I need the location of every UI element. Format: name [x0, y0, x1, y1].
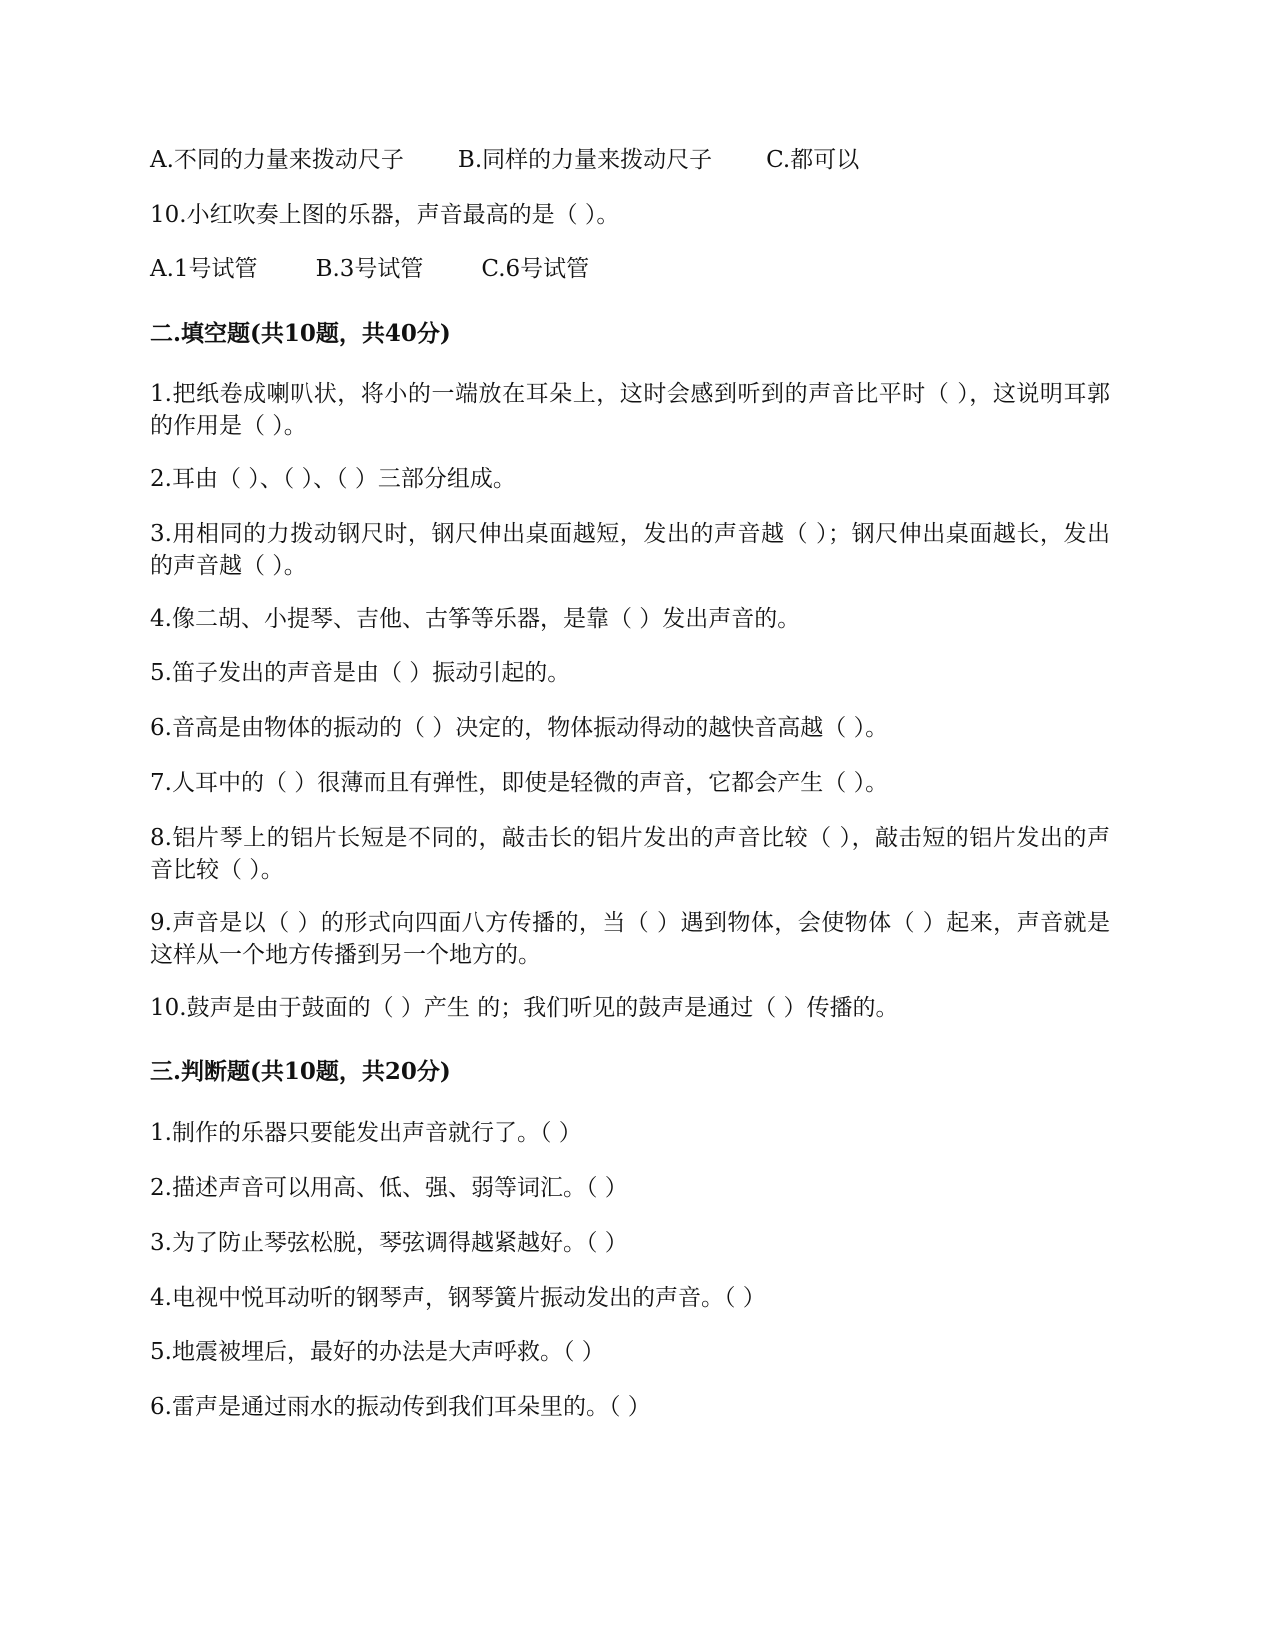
q10-option-a: A.1号试管: [150, 256, 258, 282]
fill-question-1: 1.把纸卷成喇叭状，将小的一端放在耳朵上，这时会感到听到的声音比平时（ ），这说明耳郭的作用是（ ）。: [150, 381, 1110, 439]
fill-question-5: 5.笛子发出的声音是由（ ）振动引起的。: [150, 660, 571, 686]
judge-question-4: 4.电视中悦耳动听的钢琴声，钢琴簧片振动发出的声音。（ ）: [150, 1285, 766, 1311]
fill-question-3: 3.用相同的力拨动钢尺时，钢尺伸出桌面越短，发出的声音越（ ）；钢尺伸出桌面越长，发出的声音越（ ）。: [150, 521, 1110, 579]
q9-option-a: A.不同的力量来拨动尺子: [150, 147, 404, 173]
judge-question-3: 3.为了防止琴弦松脱，琴弦调得越紧越好。（ ）: [150, 1230, 628, 1256]
q10-option-b: B.3号试管: [315, 256, 424, 282]
q10-options-row: [150, 253, 1110, 285]
judge-question-2: 2.描述声音可以用高、低、强、弱等词汇。（ ）: [150, 1175, 628, 1201]
fill-question-4: 4.像二胡、小提琴、吉他、古筝等乐器，是靠（ ）发出声音的。: [150, 606, 801, 632]
fill-question-9: 9.声音是以（ ）的形式向四面八方传播的，当（ ）遇到物体，会使物体（ ）起来，声音就是这样从一个地方传播到另一个地方的。: [150, 910, 1110, 968]
q10-option-c: C.6号试管: [481, 256, 590, 282]
q10-question: 10.小红吹奏上图的乐器，声音最高的是（ ）。: [150, 202, 620, 228]
judge-question-5: 5.地震被埋后，最好的办法是大声呼救。（ ）: [150, 1339, 605, 1365]
q9-options-row: [150, 144, 1110, 176]
fill-question-7: 7.人耳中的（ ）很薄而且有弹性，即使是轻微的声音，它都会产生（ ）。: [150, 770, 889, 796]
fill-question-10: 10.鼓声是由于鼓面的（ ）产生 的；我们听见的鼓声是通过（ ）传播的。: [150, 995, 899, 1021]
q9-option-b: B.同样的力量来拨动尺子: [457, 147, 713, 173]
fill-question-6: 6.音高是由物体的振动的（ ）决定的，物体振动得动的越快音高越（ ）。: [150, 715, 889, 741]
section2-heading: 二.填空题(共10题，共40分): [150, 320, 451, 347]
section3-heading: 三.判断题(共10题，共20分): [150, 1058, 451, 1085]
q9-option-c: C.都可以: [766, 147, 860, 173]
fill-question-2: 2.耳由（ ）、（ ）、（ ）三部分组成。: [150, 466, 516, 492]
fill-question-8: 8.铝片琴上的铝片长短是不同的，敲击长的铝片发出的声音比较（ ），敲击短的铝片发出的声音比较（ ）。: [150, 825, 1110, 883]
judge-question-1: 1.制作的乐器只要能发出声音就行了。（ ）: [150, 1120, 582, 1146]
judge-question-6: 6.雷声是通过雨水的振动传到我们耳朵里的。（ ）: [150, 1394, 651, 1420]
